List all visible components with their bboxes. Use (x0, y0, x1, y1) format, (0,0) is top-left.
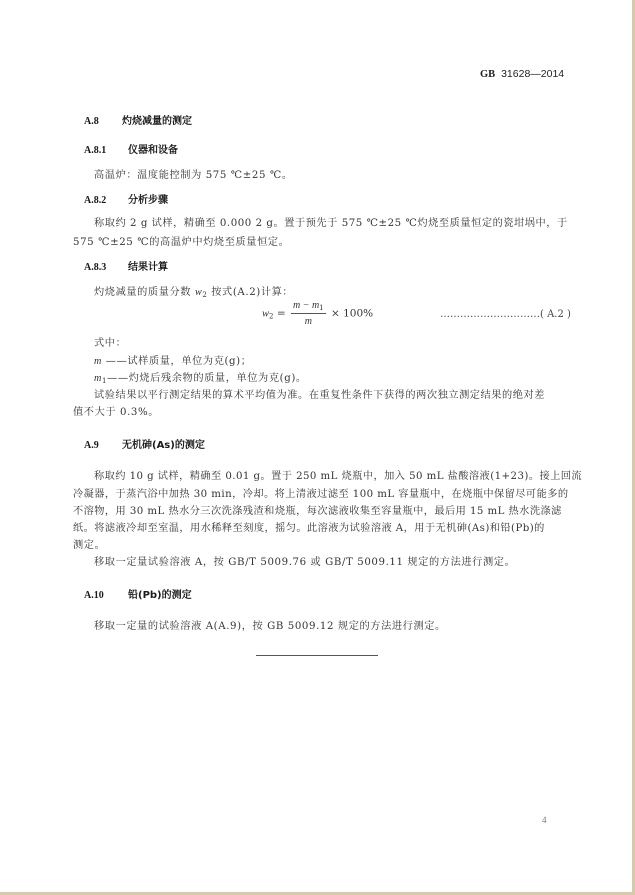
section-title: 分析步骤 (128, 195, 168, 206)
denominator (291, 314, 326, 327)
section-heading-a10 (84, 586, 192, 601)
section-heading-a8-1 (84, 141, 178, 156)
variable: m (94, 373, 102, 384)
section-title: 结果计算 (128, 262, 168, 273)
dash: —— (107, 373, 129, 384)
formula-intro (94, 283, 293, 299)
numerator-text: m − m (292, 300, 320, 311)
dash: —— (101, 356, 128, 367)
denominator-text: m (304, 316, 312, 327)
section-heading-a9 (84, 436, 205, 451)
paragraph: 高温炉：温度能控制为 575 ℃±25 ℃。 (94, 170, 293, 181)
page-number: 4 (542, 815, 547, 825)
standard-number-header (480, 68, 564, 80)
paragraph-line: 不溶物，用 30 mL 热水分三次洗涤残渣和烧瓶，每次滤液收集至容量瓶中，最后用 15 mL 热水洗涤滤 (73, 506, 562, 517)
equals-sign: = (273, 307, 289, 320)
paragraph-line: 试验结果以平行测定结果的算术平均值为准。在重复性条件下获得的两次独立测定结果的绝对差 (94, 390, 545, 401)
subscript: 1 (101, 377, 108, 385)
section-number: A.8.2 (84, 195, 107, 206)
paragraph-line: 冷凝器，于蒸汽浴中加热 30 min，冷却。将上清液过滤至 100 mL 容量瓶中，在烧瓶中保留尽可能多的 (73, 489, 569, 500)
paragraph-line: 测定。 (73, 540, 106, 551)
section-heading-a8-3 (84, 258, 168, 273)
paragraph-line: 纸。将滤液冷却至室温，用水稀释至刻度，摇匀。此溶液为试验溶液 A，用于无机砷(As)和铅(Pb)的 (73, 523, 545, 534)
paragraph-line: 移取一定量试验溶液 A，按 GB/T 5009.76 或 GB/T 5009.11 规定的方法进行测定。 (94, 557, 516, 568)
section-title: 铅(Pb)的测定 (128, 590, 192, 601)
leader-dots: ………………………… (440, 309, 540, 320)
intro-text: 按式(A.2)计算： (207, 287, 294, 298)
paragraph-line: 575 ℃±25 ℃的高温炉中灼烧至质量恒定。 (73, 237, 290, 248)
variable: w (194, 287, 203, 298)
section-heading-a8-2 (84, 191, 168, 206)
section-number: A.9 (84, 440, 99, 451)
paragraph: 移取一定量的试验溶液 A(A.9)，按 GB 5009.12 规定的方法进行测定。 (94, 621, 446, 632)
variable: m (94, 356, 102, 367)
section-heading-a8 (84, 112, 192, 127)
multiply-percent: × 100% (327, 307, 374, 320)
paragraph-line: 值不大于 0.3%。 (73, 407, 160, 418)
equation-number (440, 309, 571, 320)
definition-m (94, 352, 252, 367)
intro-text: 灼烧减量的质量分数 (94, 287, 195, 298)
standard-prefix: GB (480, 69, 496, 80)
section-title: 灼烧减量的测定 (122, 116, 192, 127)
section-title: 无机砷(As)的测定 (122, 440, 205, 451)
equation-label: ( A.2 ) (540, 309, 571, 320)
formula-a2 (262, 300, 373, 327)
subscript: 2 (202, 291, 208, 299)
where-label: 式中： (94, 338, 127, 349)
definition-text: 灼烧后残余物的质量，单位为克(g)。 (128, 373, 307, 384)
definition-text: 试样质量，单位为克(g)； (127, 356, 252, 367)
subscript: 2 (269, 312, 274, 321)
variable: w (262, 308, 270, 320)
subscript: 1 (319, 304, 324, 312)
end-separator-line (256, 655, 378, 656)
numerator (291, 300, 326, 314)
section-title: 仪器和设备 (128, 145, 178, 156)
fraction (291, 300, 326, 327)
section-number: A.8.1 (84, 145, 107, 156)
section-number: A.8.3 (84, 262, 107, 273)
definition-m1 (94, 369, 307, 385)
section-number: A.8 (84, 116, 99, 127)
section-number: A.10 (84, 590, 104, 601)
standard-number: 31628—2014 (501, 68, 565, 80)
paragraph-line: 称取约 10 g 试样，精确至 0.01 g。置于 250 mL 烧瓶中，加入 50 mL 盐酸溶液(1+23)。接上回流 (94, 471, 583, 482)
paragraph-line: 称取约 2 g 试样，精确至 0.000 2 g。置于预先于 575 ℃±25 ℃灼烧至质量恒定的瓷坩埚中，于 (94, 218, 568, 229)
